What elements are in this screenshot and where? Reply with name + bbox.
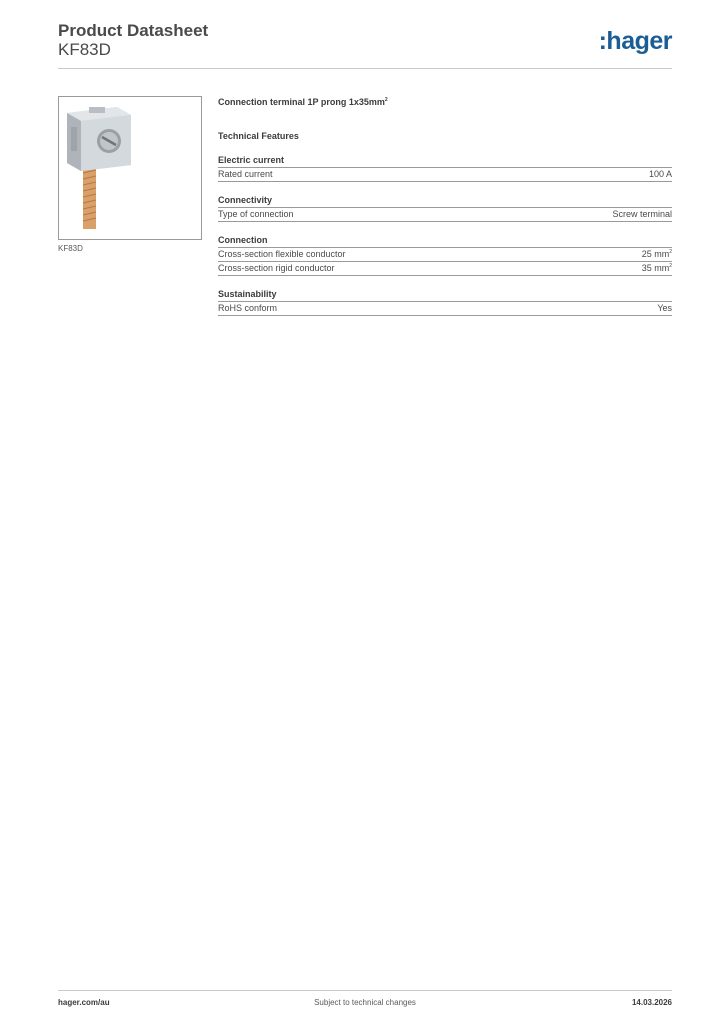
feature-row <box>218 302 672 316</box>
hager-logo: :hager <box>598 27 672 55</box>
product-name-superscript: 2 <box>384 97 388 103</box>
image-caption: KF83D <box>58 244 83 253</box>
section-title: Connection <box>218 235 672 248</box>
feature-label: Type of connection <box>218 209 294 219</box>
feature-value: Screw terminal <box>612 209 672 219</box>
unit-superscript: 2 <box>669 249 672 255</box>
section-title: Electric current <box>218 155 672 168</box>
feature-row <box>218 168 672 182</box>
feature-row <box>218 262 672 276</box>
footer-website-link[interactable]: hager.com/au <box>58 998 110 1007</box>
product-reference: KF83D <box>58 40 111 59</box>
feature-row <box>218 208 672 222</box>
technical-features-title: Technical Features <box>218 131 299 141</box>
page-title: Product Datasheet <box>58 21 209 40</box>
section-connectivity <box>218 195 672 222</box>
feature-value: 100 A <box>648 169 672 179</box>
feature-row <box>218 248 672 262</box>
product-image <box>58 96 202 240</box>
section-title: Connectivity <box>218 195 672 208</box>
terminal-illustration <box>59 97 201 239</box>
header-divider <box>58 68 672 69</box>
unit-superscript: 2 <box>669 263 672 269</box>
section-title: Sustainability <box>218 289 672 302</box>
section-electric-current <box>218 155 672 182</box>
feature-label: Cross-section flexible conductor <box>218 249 346 259</box>
page-header <box>58 20 672 70</box>
page-footer <box>58 998 672 1010</box>
section-connection <box>218 235 672 276</box>
footer-divider <box>58 990 672 991</box>
section-sustainability <box>218 289 672 316</box>
datasheet-content <box>218 96 672 316</box>
feature-label: RoHS conform <box>218 303 278 313</box>
feature-value: 35 $mm^2$ <box>641 263 672 273</box>
feature-value: 25 $mm^2$ <box>641 249 672 259</box>
footer-notice: Subject to technical changes <box>314 998 416 1007</box>
feature-value: Yes <box>657 303 672 313</box>
feature-label: Cross-section rigid conductor <box>218 263 335 273</box>
product-name: Connection terminal 1P prong $1x35mm^2$ <box>218 97 388 107</box>
footer-date: 14.03.2026 <box>631 998 672 1007</box>
feature-label: Rated current <box>218 169 273 179</box>
